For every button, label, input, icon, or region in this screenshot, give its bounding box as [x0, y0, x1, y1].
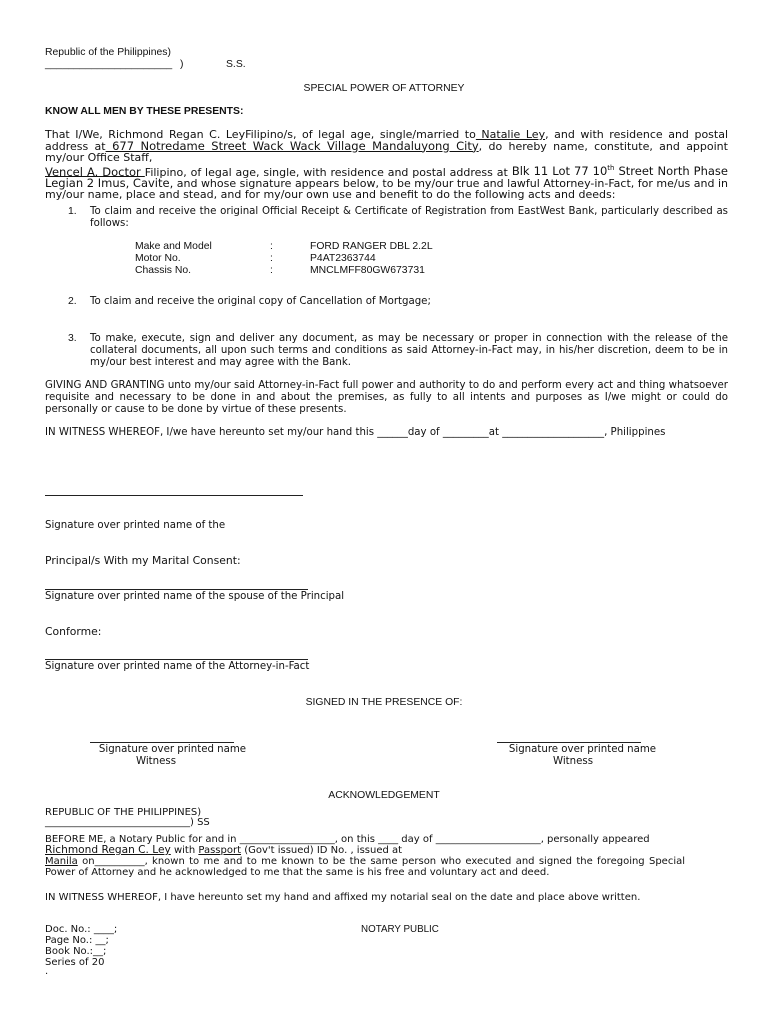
spouse-name: Natalie Ley	[475, 128, 546, 141]
witness-signature-label: Signature over printed name	[508, 744, 657, 755]
conforme-label: Conforme:	[45, 625, 102, 638]
principal-signature-line	[45, 495, 303, 496]
vehicle-label: Make and Model	[135, 241, 212, 252]
item-number: 2.	[68, 296, 77, 307]
item-text: To claim and receive the original copy of Cancellation of Mortgage;	[90, 296, 431, 307]
signed-presence-label: SIGNED IN THE PRESENCE OF:	[305, 697, 463, 708]
vehicle-value: FORD RANGER DBL 2.2L	[310, 241, 433, 252]
doc-no-label: Doc. No.: ____;	[45, 924, 118, 935]
vehicle-sep: :	[270, 265, 273, 276]
know-all-heading: KNOW ALL MEN BY THESE PRESENTS:	[45, 106, 244, 117]
ack-before-paragraph: BEFORE ME, a Notary Public for and in ___________________, on this ____ day of _____________________, personally appeared Richmond Regan C. Ley with Passport (Gov't issued) ID No. , issued at Manila on__________, known to me and to me known to be the same person who executed and signed the foregoing Special Power of Attorney and he acknowledged to me that the same is his free and voluntary act and deed.	[45, 834, 685, 878]
item-text: To make, execute, sign and deliver any document, as may be necessary or proper in connection with the release of the collateral documents, all upon such terms and conditions as said Attorney-in-Fact may, in his/her discretion, deem to be in my/our best interest and may agree with the Bank.	[90, 333, 728, 368]
witness-label: Witness	[552, 756, 593, 767]
trailing-dot: .	[45, 966, 49, 977]
principal-signature-label: Signature over printed name of the	[45, 520, 226, 531]
item-number: 3.	[68, 333, 77, 344]
ack-principal-name: Richmond Regan C. Ley	[45, 844, 171, 856]
witness-whereof-line: IN WITNESS WHEREOF, I/we have hereunto set my/our hand this ______day of _________at ____________________, Philippines	[45, 427, 666, 438]
witness-signature-label: Signature over printed name	[98, 744, 247, 755]
ack-witness-line: IN WITNESS WHEREOF, I have hereunto set my hand and affixed my notarial seal on the date and place above written.	[45, 892, 641, 903]
item-number: 1.	[68, 206, 77, 217]
notary-public-label: NOTARY PUBLIC	[361, 924, 439, 935]
attorney-name: Vencel A. Doctor	[45, 164, 145, 179]
ack-ss-line: _____________________________) SS	[45, 817, 210, 828]
page-no-label: Page No.: __;	[45, 935, 109, 946]
witness-signature-line	[90, 742, 234, 743]
document-title: SPECIAL POWER OF ATTORNEY	[303, 83, 465, 94]
spouse-signature-label: Signature over printed name of the spouse of the Principal	[45, 591, 345, 602]
witness-signature-line	[497, 742, 641, 743]
vehicle-label: Chassis No.	[135, 265, 192, 276]
intro-paragraph: That I/We, Richmond Regan C. LeyFilipino/s, of legal age, single/married to Natalie Ley, and with residence and postal address at 677 Notredame Street Wack Wack Village Mandaluyong City, do hereby name, constitute, and appoint my/our Office Staff, Vencel A. Doctor Filipino, of legal age, single, with residence and postal address at Blk 11 Lot 77 10th Street North Phase Legian 2 Imus, Cavite, and whose signature appears below, to be my/our true and lawful Attorney-in-Fact, for me/us and in my/our name, place and stead, and for my/our own use and benefit to do the following acts and deeds:	[45, 128, 729, 202]
giving-granting-paragraph: GIVING AND GRANTING unto my/our said Attorney-in-Fact full power and authority to do and perform every act and thing whatsoever requisite and necessary to be done in and about the premises, as fully to all intents and purposes as I/we might or could do personally or cause to be done by virtue of these presents.	[45, 380, 728, 415]
ack-id-type: Passport	[198, 845, 242, 856]
book-no-label: Book No.:__;	[45, 946, 107, 957]
republic-label: Republic of the Philippines)	[45, 47, 171, 58]
vehicle-sep: :	[270, 241, 273, 252]
vehicle-sep: :	[270, 253, 273, 264]
series-label: Series of 20	[45, 957, 105, 968]
ss-label: S.S.	[226, 59, 246, 70]
item-text: To claim and receive the original Official Receipt & Certificate of Registration from EastWest Bank, particularly described as follows:	[90, 206, 728, 229]
principal-address: 677 Notredame Street Wack Wack Village Mandaluyong City	[105, 138, 479, 153]
vehicle-value: P4AT2363744	[310, 253, 376, 264]
spouse-signature-line	[45, 589, 308, 590]
venue-blank: ______________________	[45, 59, 173, 70]
acknowledgement-title: ACKNOWLEDGEMENT	[328, 790, 440, 801]
marital-consent-label: Principal/s With my Marital Consent:	[45, 554, 241, 567]
venue-paren: )	[180, 59, 184, 70]
attorney-signature-line	[45, 659, 308, 660]
attorney-signature-label: Signature over printed name of the Attorney-in-Fact	[45, 661, 310, 672]
ack-issue-place: Manila	[45, 856, 78, 867]
attorney-address: Blk 11 Lot 77 10th Street North Phase Legian 2 Imus, Cavite,	[45, 164, 728, 190]
ack-republic-label: REPUBLIC OF THE PHILIPPINES)	[45, 807, 202, 818]
witness-label: Witness	[135, 756, 176, 767]
vehicle-label: Motor No.	[135, 253, 181, 264]
vehicle-value: MNCLMFF80GW673731	[310, 265, 425, 276]
